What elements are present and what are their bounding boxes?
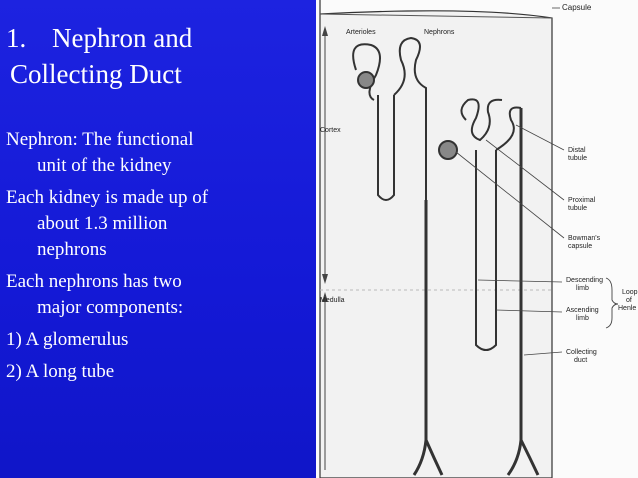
label-collecting: Collecting [566,349,597,356]
bullet-line: 2) A long tube [6,361,115,382]
bullet-line: nephrons [37,239,107,260]
bullet-item [6,327,208,353]
label-ascending: limb [576,315,589,322]
bullet-line: Each nephrons has two [6,271,182,292]
label-loop: Henle [618,305,637,312]
bullet-line: 1) A glomerulus [6,329,129,350]
bullet-line: Each kidney is made up of [6,187,209,208]
nephron-illustration [316,0,638,478]
tissue-block [320,0,552,478]
bullet-item [6,127,208,179]
bullet-item [6,359,208,385]
label-medulla: Medulla [320,297,345,304]
label-bowman: capsule [568,243,593,250]
label-distal: tubule [568,155,588,162]
loop-bracket [606,278,618,328]
label-loop: of [626,297,632,304]
label-descending: limb [576,285,589,292]
bullet-line: major components: [37,297,184,318]
bullet-line: unit of the kidney [37,155,172,176]
label-collecting: duct [574,357,588,364]
label-nephrons: Nephrons [424,29,455,36]
label-arterioles: Arterioles [346,29,376,36]
bullet-item [6,185,208,263]
label-descending: Descending [566,277,603,284]
text-panel [0,0,316,478]
nephron-diagram [316,0,638,478]
bullet-list [6,127,208,391]
label-distal: Distal [568,147,586,154]
label-capsule: Capsule [562,3,592,12]
slide-title [6,20,192,92]
label-cortex: Cortex [320,127,341,134]
label-bowman: Bowman's [568,235,601,242]
label-loop: Loop [622,289,638,296]
bullet-line: about 1.3 million [37,213,168,234]
title-number: 1. [6,23,27,53]
label-proximal: Proximal [568,197,596,204]
label-proximal: tubule [568,205,588,212]
label-ascending: Ascending [566,307,599,314]
bullet-line: Nephron: The functional [6,129,194,150]
bullet-item [6,269,208,321]
title-line-2: Collecting Duct [10,59,182,89]
title-line-1: Nephron and [52,23,193,53]
